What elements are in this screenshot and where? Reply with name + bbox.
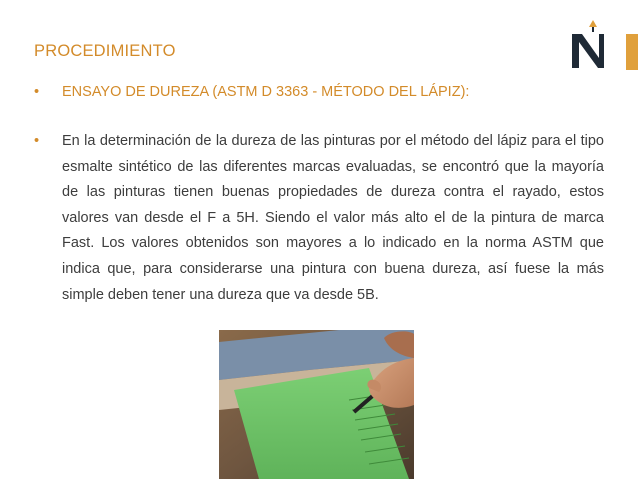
bullet-paragraph: [34, 129, 604, 308]
bullet-text: ENSAYO DE DUREZA (ASTM D 3363 - MÉTODO DEL LÁPIZ):: [62, 84, 470, 100]
slide-title: PROCEDIMIENTO: [34, 42, 176, 60]
accent-bar: [626, 34, 638, 70]
bullet-marker: •: [34, 84, 40, 100]
n-logo-icon: [566, 18, 610, 70]
bullet-marker: •: [34, 133, 40, 149]
hardness-test-photo: [219, 330, 414, 479]
paragraph-text: En la determinación de la dureza de las pinturas por el método del lápiz para el tipo esmalte sintético de las diferentes marcas evaluadas, se encontró que la mayoría de las pinturas tienen buenas propiedades de dureza contra el rayado, estos valores van desde el F a 5H. Siendo el valor más alto el de la pintura de marca Fast. Los valores obtenidos son mayores a lo indicado en la norma ASTM que indica que, para considerarse una pintura con buena dureza, así fuese la más simple deben tener una dureza que va desde 5B.: [62, 133, 604, 303]
